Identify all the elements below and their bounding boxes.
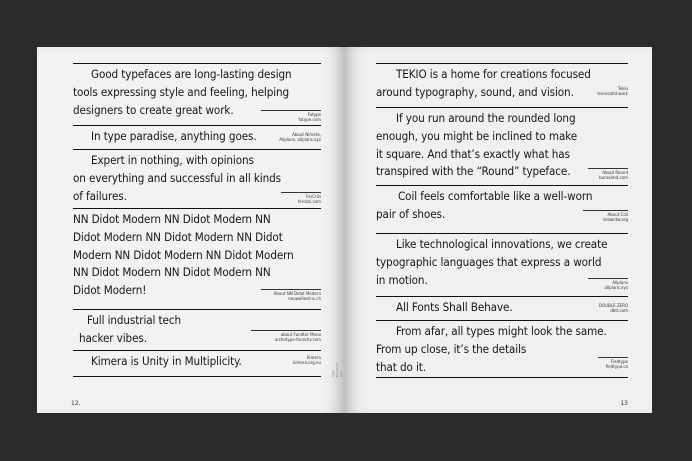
- quote-text: From afar, all types might look the same. From up close, it’s the details that do it.: [376, 324, 607, 374]
- quote-entry: [376, 296, 628, 319]
- quote-text: Good typefaces are long-lasting design tools expressing style and feeling, helping designers to create great work.: [73, 67, 292, 117]
- quote-text: TEKIO is a home for creations focused around typography, sound, and vision.: [376, 67, 591, 99]
- quote-caption: About Coil browntw.org: [603, 212, 628, 222]
- quote-entry: [73, 350, 321, 377]
- quote-entry: [376, 233, 628, 294]
- quote-text: Coil feels comfortable like a well-worn pair of shoes.: [376, 189, 593, 221]
- quote-entry: [73, 125, 321, 148]
- quote-caption: Fatype fatype.com: [298, 112, 321, 122]
- quote-entry: [73, 63, 321, 124]
- quote-entry: [376, 320, 628, 378]
- caption-rule: [583, 210, 628, 211]
- caption-rule: [261, 289, 321, 290]
- quote-entry: [376, 185, 628, 231]
- quote-entry: [376, 63, 628, 106]
- quote-text: Like technological innovations, we create typographic languages that express a world in motion.: [376, 237, 608, 287]
- quote-entry: [73, 309, 321, 350]
- quote-entry: [73, 149, 321, 208]
- quote-caption: Allplans allplans.xyz: [604, 280, 628, 290]
- open-book: [37, 47, 652, 413]
- vertical-note: Type Foundries (xiv): [331, 362, 343, 377]
- caption-rule: [598, 357, 628, 358]
- quote-caption: FerCrizi fercozi.com: [297, 194, 321, 204]
- quote-caption: About Round burealmd.com: [599, 170, 628, 180]
- quote-caption: Kimera kimera.org.eu: [293, 355, 321, 365]
- left-page-edges: [37, 53, 38, 409]
- quote-caption: about Fundtor Mono archetype-foundry.com: [274, 332, 321, 342]
- page-number-left: 12.: [71, 400, 81, 407]
- quote-text: All Fonts Shall Behave.: [396, 300, 513, 314]
- page-number-right: 13: [620, 400, 628, 407]
- quote-text: Kimera is Unity in Multiplicity.: [91, 354, 242, 368]
- quote-text: NN Didot Modern NN Didot Modern NN Didot Modern NN Didot Modern NN Didot Modern NN Didot Modern NN Didot Modern NN Didot Modern NN Didot Modern NN Didot Modern!: [73, 212, 294, 298]
- caption-rule: [588, 278, 628, 279]
- caption-rule: [588, 168, 628, 169]
- quote-caption: DOUBLE ZERO dbtr.com: [598, 303, 628, 313]
- caption-rule: [261, 110, 321, 111]
- quote-text: In type paradise, anything goes.: [91, 129, 257, 143]
- quote-text: If you run around the rounded long enough, you might be inclined to make it square. And that’s exactly what has transpired with the “Round” typeface.: [376, 111, 578, 179]
- caption-rule: [281, 192, 321, 193]
- quote-caption: Fiedtype fiedtype.ca: [605, 359, 628, 369]
- quote-text: Expert in nothing, with opinions on everything and successful in all kinds of failures.: [73, 153, 281, 203]
- quote-text: Full industrial tech hacker vibes.: [79, 313, 181, 345]
- left-page: [37, 47, 344, 413]
- quote-entry: [73, 208, 321, 309]
- right-page-edges: [651, 53, 652, 409]
- right-page: [344, 47, 652, 413]
- quote-caption: About NN Didot Modern neuwelleslins.ch: [273, 291, 321, 301]
- quote-caption: About Nimeta, Allplans, allplans.xyz: [279, 132, 321, 142]
- quote-entry: [376, 107, 628, 184]
- quote-caption: Tekio tsoresahd.work: [597, 86, 628, 96]
- caption-rule: [251, 330, 321, 331]
